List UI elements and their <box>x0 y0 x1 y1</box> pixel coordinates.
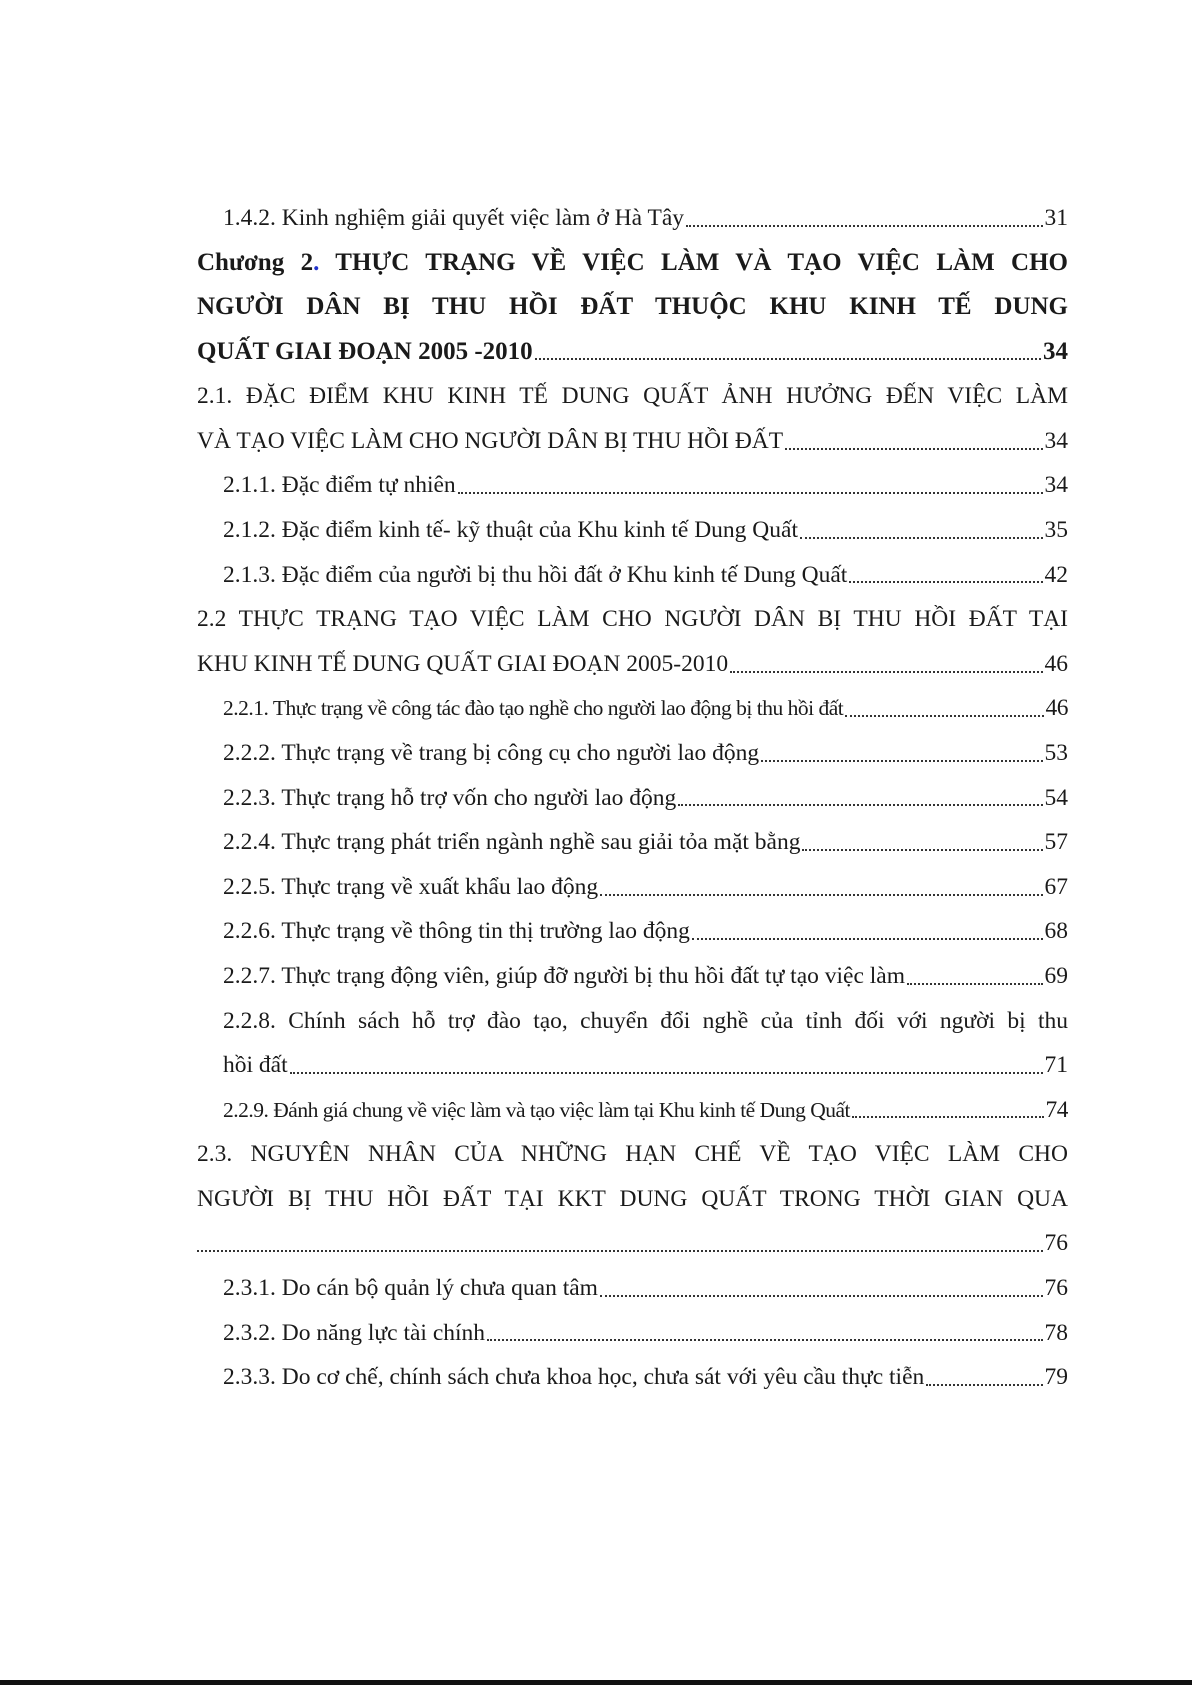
toc-dot-leader <box>785 448 1042 450</box>
toc-entry-1-4-2 <box>197 196 1068 241</box>
toc-dot-leader <box>802 849 1042 851</box>
toc-entry-title-line-2: VÀ TẠO VIỆC LÀM CHO NGƯỜI DÂN BỊ THU HỒI ĐẤT <box>197 427 784 454</box>
toc-page-number: 78 <box>1044 1319 1068 1346</box>
toc-entry-title-line-1: 2.3. NGUYÊN NHÂN CỦA NHỮNG HẠN CHẾ VỀ TẠO VIỆC LÀM CHO <box>197 1141 1068 1168</box>
toc-entry-title: 2.2.6. Thực trạng về thông tin thị trường lao động <box>223 918 690 945</box>
table-of-contents <box>197 196 1068 1400</box>
toc-entry-2-2-8 <box>197 999 1068 1088</box>
toc-entry-title-line-1: 2.1. ĐẶC ĐIỂM KHU KINH TẾ DUNG QUẤT ẢNH HƯỞNG ĐẾN VIỆC LÀM <box>197 383 1068 410</box>
toc-page-number: 74 <box>1045 1096 1068 1123</box>
toc-dot-leader <box>600 894 1042 896</box>
chapter-prefix: Chương 2 <box>197 248 314 276</box>
toc-entry-2-1 <box>197 374 1068 463</box>
toc-entry-2-3-3 <box>197 1355 1068 1400</box>
chapter-prefix-dot: . <box>313 248 320 276</box>
toc-entry-title: 2.3.2. Do năng lực tài chính <box>223 1319 486 1346</box>
toc-entry-title: 2.2.9. Đánh giá chung về việc làm và tạo việc làm tại Khu kinh tế Dung Quất <box>223 1097 851 1122</box>
toc-entry-title: 2.1.3. Đặc điểm của người bị thu hồi đất ở Khu kinh tế Dung Quất <box>223 561 848 588</box>
toc-entry-title: 2.2.2. Thực trạng về trang bị công cụ cho người lao động <box>223 739 760 766</box>
toc-dot-leader <box>487 1339 1042 1341</box>
toc-page-number: 54 <box>1044 784 1068 811</box>
toc-entry-2-3-2 <box>197 1311 1068 1356</box>
toc-entry-title: 2.3.1. Do cán bộ quản lý chưa quan tâm <box>223 1275 598 1302</box>
chapter-title-line-2: NGƯỜI DÂN BỊ THU HỒI ĐẤT THUỘC KHU KINH TẾ DUNG <box>197 293 1068 321</box>
page-bottom-border <box>0 1680 1192 1685</box>
toc-entry-title-line-2: hồi đất <box>223 1052 288 1079</box>
toc-dot-leader <box>730 671 1042 673</box>
toc-entry-title: 2.3.3. Do cơ chế, chính sách chưa khoa học, chưa sát với yêu cầu thực tiễn <box>223 1364 925 1391</box>
toc-entry-2-2-3 <box>197 776 1068 821</box>
toc-entry-2-3 <box>197 1132 1068 1266</box>
toc-page-number: 69 <box>1044 962 1068 989</box>
toc-dot-leader <box>686 225 1042 227</box>
toc-entry-title: 1.4.2. Kinh nghiệm giải quyết việc làm ở Hà Tây <box>223 204 685 231</box>
toc-dot-leader <box>845 715 1043 717</box>
toc-page-number: 53 <box>1044 739 1068 766</box>
toc-dot-leader <box>761 760 1042 762</box>
toc-dot-leader <box>197 1250 1043 1252</box>
toc-entry-2-1-3 <box>197 553 1068 598</box>
toc-page-number: 76 <box>1044 1230 1068 1257</box>
toc-entry-title: 2.2.5. Thực trạng về xuất khẩu lao động <box>223 873 599 900</box>
toc-entry-2-2-6 <box>197 910 1068 955</box>
toc-entry-2-2 <box>197 597 1068 686</box>
toc-entry-2-1-2 <box>197 508 1068 553</box>
toc-entry-title: 2.2.1. Thực trạng về công tác đào tạo nghề cho người lao động bị thu hồi đất <box>223 696 844 721</box>
toc-dot-leader <box>849 581 1042 583</box>
toc-entry-2-2-1 <box>197 687 1068 732</box>
toc-dot-leader <box>907 983 1042 985</box>
toc-page-number: 42 <box>1044 561 1068 588</box>
toc-entry-title: 2.1.2. Đặc điểm kinh tế- kỹ thuật của Khu kinh tế Dung Quất <box>223 516 798 543</box>
toc-entry-title-line-1: 2.2 THỰC TRẠNG TẠO VIỆC LÀM CHO NGƯỜI DÂN BỊ THU HỒI ĐẤT TẠI <box>197 606 1068 633</box>
toc-page-number: 34 <box>1044 472 1068 499</box>
toc-entry-2-3-1 <box>197 1266 1068 1311</box>
chapter-heading-line-1 <box>197 241 1068 286</box>
toc-page-number: 46 <box>1044 650 1068 677</box>
toc-entry-title-line-2: KHU KINH TẾ DUNG QUẤT GIAI ĐOẠN 2005-2010 <box>197 650 729 677</box>
toc-entry-chapter-2 <box>197 241 1068 375</box>
toc-page-number: 34 <box>1044 427 1068 454</box>
toc-dot-leader <box>692 938 1043 940</box>
toc-page-number: 79 <box>1044 1364 1068 1391</box>
toc-entry-2-2-9 <box>197 1088 1068 1133</box>
toc-entry-title: 2.1.1. Đặc điểm tự nhiên <box>223 472 456 499</box>
toc-page-number: 76 <box>1044 1275 1068 1302</box>
toc-page-number: 71 <box>1044 1052 1068 1079</box>
toc-page-number: 35 <box>1044 516 1068 543</box>
toc-entry-2-2-7 <box>197 954 1068 999</box>
toc-entry-title: 2.2.4. Thực trạng phát triển ngành nghề sau giải tỏa mặt bằng <box>223 829 801 856</box>
toc-entry-2-2-5 <box>197 865 1068 910</box>
toc-dot-leader <box>678 804 1042 806</box>
toc-dot-leader <box>458 492 1043 494</box>
chapter-title-line-1: THỰC TRẠNG VỀ VIỆC LÀM VÀ TẠO VIỆC LÀM CHO <box>335 248 1068 276</box>
toc-entry-2-2-4 <box>197 820 1068 865</box>
toc-entry-2-1-1 <box>197 464 1068 509</box>
toc-page-number: 46 <box>1045 695 1068 722</box>
toc-page-number: 31 <box>1044 204 1068 231</box>
toc-page-number: 57 <box>1044 829 1068 856</box>
toc-dot-leader <box>290 1072 1043 1074</box>
toc-dot-leader <box>600 1295 1043 1297</box>
toc-entry-2-2-2 <box>197 731 1068 776</box>
toc-entry-title-line-1: 2.2.8. Chính sách hỗ trợ đào tạo, chuyển đổi nghề của tỉnh đối với người bị thu <box>223 1007 1068 1034</box>
toc-entry-title: 2.2.3. Thực trạng hỗ trợ vốn cho người lao động <box>223 784 677 811</box>
toc-dot-leader <box>852 1116 1043 1118</box>
toc-dot-leader <box>926 1384 1042 1386</box>
toc-page-number: 67 <box>1044 873 1068 900</box>
chapter-title-line-3: QUẤT GIAI ĐOẠN 2005 -2010 <box>197 338 533 366</box>
toc-dot-leader <box>535 358 1041 360</box>
toc-entry-title: 2.2.7. Thực trạng động viên, giúp đỡ người bị thu hồi đất tự tạo việc làm <box>223 962 906 989</box>
toc-entry-title-line-2: NGƯỜI BỊ THU HỒI ĐẤT TẠI KKT DUNG QUẤT TRONG THỜI GIAN QUA <box>197 1186 1068 1213</box>
toc-page-number: 68 <box>1044 918 1068 945</box>
toc-dot-leader <box>800 537 1043 539</box>
toc-page-number: 34 <box>1043 338 1068 366</box>
